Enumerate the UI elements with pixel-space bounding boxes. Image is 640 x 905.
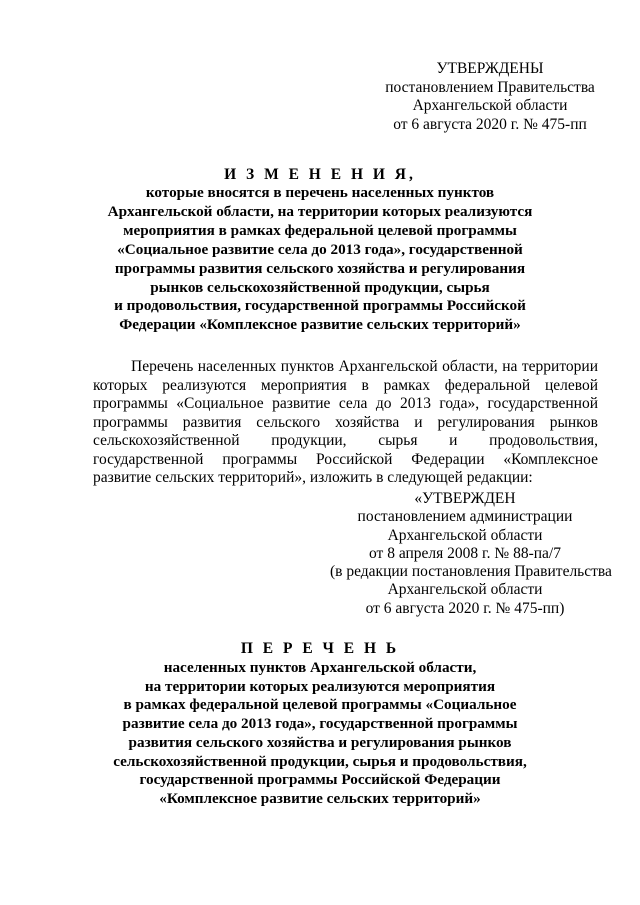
changes-subtitle-line: и продовольствия, государственной программы Российской <box>114 297 526 315</box>
list-subtitle-line: развития сельского хозяйства и регулирования рынков <box>128 733 512 751</box>
approved-line: от 6 августа 2020 г. № 475-пп) <box>365 599 565 617</box>
list-subtitle <box>100 659 540 809</box>
approval-line: от 6 августа 2020 г. № 475-пп <box>393 115 587 133</box>
changes-subtitle <box>95 184 545 335</box>
approval-line: Архангельской области <box>412 97 568 114</box>
approved-line: постановлением администрации <box>357 508 573 526</box>
list-subtitle-line: в рамках федеральной целевой программы «Социальное <box>123 696 517 714</box>
changes-title: И З М Е Н Е Н И Я, <box>224 166 416 183</box>
changes-subtitle-line: мероприятия в рамках федеральной целевой программы <box>123 221 517 239</box>
approval-stamp <box>370 60 610 134</box>
approved-line: от 8 апреля 2008 г. № 88-па/7 <box>369 544 561 562</box>
approval-line: постановлением Правительства <box>385 78 595 96</box>
approval-line: УТВЕРЖДЕНЫ <box>436 60 544 77</box>
approved-line: «УТВЕРЖДЕН <box>414 490 516 507</box>
list-title: П Е Р Е Ч Е Н Ь <box>240 640 400 657</box>
changes-subtitle-line: Федерации «Комплексное развитие сельских территорий» <box>119 316 521 334</box>
changes-subtitle-line: Архангельской области, на территории которых реализуются <box>107 202 533 220</box>
approved-block <box>330 490 612 618</box>
changes-subtitle-line: рынков сельскохозяйственной продукции, сырья <box>150 278 490 296</box>
body-paragraph-text: Перечень населенных пунктов Архангельской области, на территории которых реализуются мероприятия в рамках федеральной целевой программы «Социальное развитие села до 2013 года», государственной программы развития сельского хозяйства и регулирования рынков сельскохозяйственной продукции, сырья и продовольствия, государственной программы Российской Федерации «Комплексное развитие сельских территорий», изложить в следующей редакции: <box>93 358 598 486</box>
list-subtitle-line: населенных пунктов Архангельской области, <box>163 659 477 676</box>
list-subtitle-line: «Комплексное развитие сельских территорий» <box>159 789 481 807</box>
changes-subtitle-line: «Социальное развитие села до 2013 года», государственной <box>117 240 523 258</box>
approved-line: Архангельской области <box>387 526 543 544</box>
changes-subtitle-line: программы развития сельского хозяйства и регулирования <box>114 259 526 277</box>
list-subtitle-line: государственной программы Российской Федерации <box>139 771 501 789</box>
body-paragraph <box>93 358 598 488</box>
approved-line: (в редакции постановления Правительства <box>330 563 612 581</box>
list-subtitle-line: на территории которых реализуются мероприятия <box>144 677 496 695</box>
list-subtitle-line: развитие села до 2013 года», государственной программы <box>122 715 518 733</box>
list-subtitle-line: сельскохозяйственной продукции, сырья и продовольствия, <box>113 752 527 770</box>
changes-subtitle-line: которые вносятся в перечень населенных пунктов <box>145 184 495 201</box>
approved-line: Архангельской области <box>387 581 543 599</box>
